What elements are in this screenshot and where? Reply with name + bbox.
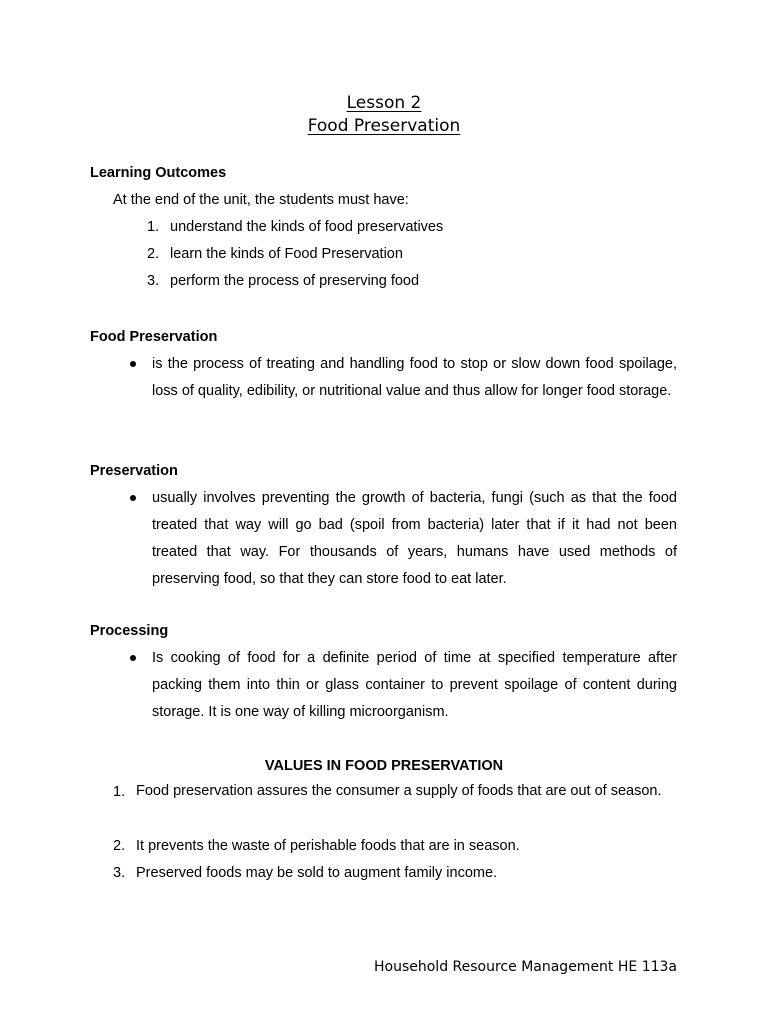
list-item-text: learn the kinds of Food Preservation [170,246,403,262]
preservation-definition: usually involves preventing the growth of bacteria, fungi (such as that the food treated that way will go bad (spoil from bacteria) later that if it had not been treated that way. For thousands of years, humans have used methods of preserving food, so that they can store food to eat later. [152,490,677,587]
bullet-icon [130,361,136,367]
preservation-heading: Preservation [90,463,178,479]
processing-definition: Is cooking of food for a definite period of time at specified temperature after packing them into thin or glass container to prevent spoilage of content during storage. It is one way of killing microorganism. [152,650,677,720]
lesson-title: Food Preservation [307,116,461,136]
list-item-number: 3. [147,273,160,289]
learning-outcomes-heading: Learning Outcomes [90,165,227,181]
values-heading: VALUES IN FOOD PRESERVATION [264,758,504,774]
bullet-icon [130,655,136,661]
list-item-text: Food preservation assures the consumer a supply of foods that are out of season. [136,783,662,799]
bullet-icon [130,495,136,501]
food-preservation-heading: Food Preservation [90,329,218,345]
list-item-text: Preserved foods may be sold to augment family income. [136,865,498,881]
list-item-number: 2. [147,246,160,262]
processing-heading: Processing [90,623,169,639]
learning-outcomes-intro: At the end of the unit, the students must have: [113,192,409,208]
list-item-number: 1. [113,784,126,800]
list-item-number: 1. [147,219,160,235]
page-footer: Household Resource Management HE 113a [374,959,677,975]
list-item-text: understand the kinds of food preservatives [170,219,444,235]
lesson-number: Lesson 2 [346,93,422,113]
list-item-text: It prevents the waste of perishable foods that are in season. [136,838,520,854]
list-item-number: 3. [113,865,126,881]
food-preservation-definition: is the process of treating and handling food to stop or slow down food spoilage, loss of quality, edibility, or nutritional value and thus allow for longer food storage. [152,356,677,399]
list-item-text: perform the process of preserving food [170,273,420,289]
list-item-number: 2. [113,838,126,854]
